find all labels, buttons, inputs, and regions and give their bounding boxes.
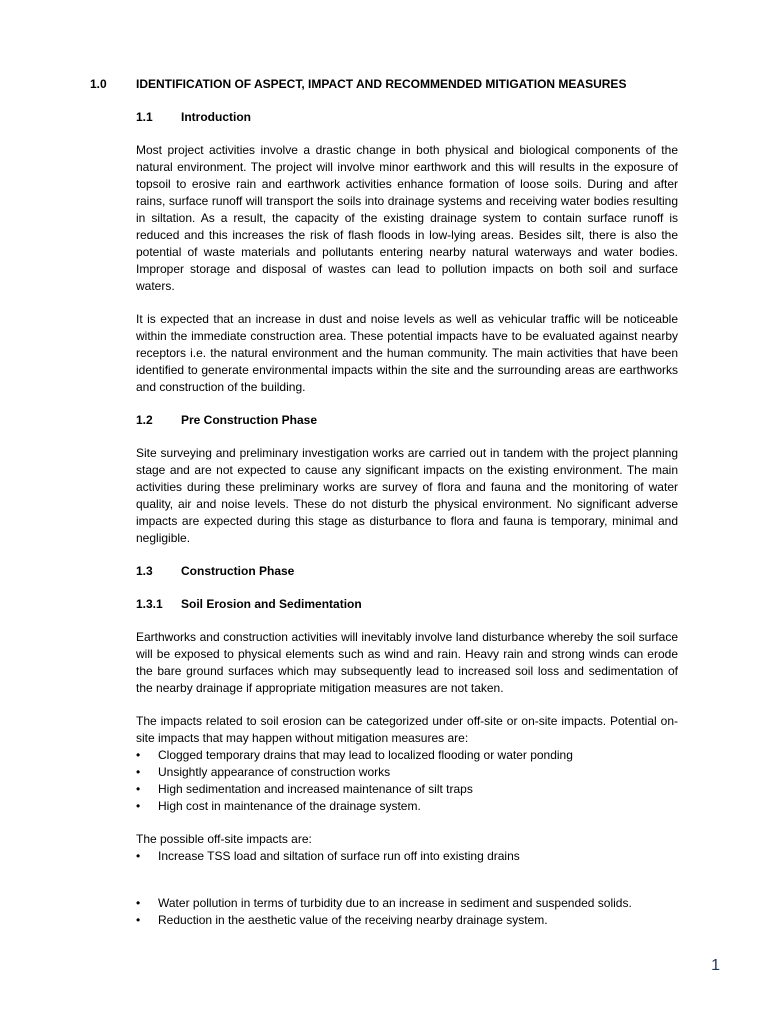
list-item-text: Reduction in the aesthetic value of the receiving nearby drainage system. <box>158 913 548 927</box>
intro-paragraph-2: It is expected that an increase in dust and noise levels as well as vehicular traffic will be noticeable within the immediate construction area. These potential impacts have to be evaluated against nearby receptors i.e. the natural environment and the human community. The main activities that have been identified to generate environmental impacts within the site and the surrounding areas are earthworks and construction of the building. <box>136 312 678 394</box>
soil-erosion-paragraph-2: The impacts related to soil erosion can be categorized under off-site or on-site impacts. Potential on-site impacts that may happen without mitigation measures are: <box>136 714 678 745</box>
list-item <box>136 747 678 764</box>
list-item-text: Increase TSS load and siltation of surface run off into existing drains <box>158 849 520 863</box>
section-title: Soil Erosion and Sedimentation <box>181 597 362 611</box>
section-number: 1.3.1 <box>136 597 163 611</box>
heading-1-number: 1.0 <box>90 77 107 91</box>
soil-erosion-paragraph-1: Earthworks and construction activities will inevitably involve land disturbance whereby the soil surface will be exposed to physical elements such as wind and rain. Heavy rain and strong winds can erode the bare ground surfaces which may subsequently lead to increased soil loss and sedimentation of the nearby drainage if appropriate mitigation measures are not taken. <box>136 630 678 695</box>
bullet: • <box>136 896 141 910</box>
list-item <box>136 848 678 865</box>
list-item-text: Clogged temporary drains that may lead to localized flooding or water ponding <box>158 748 573 762</box>
list-item-text: High cost in maintenance of the drainage system. <box>158 799 421 813</box>
list-item <box>136 781 678 798</box>
section-title: Introduction <box>181 110 251 124</box>
bullet: • <box>136 748 141 762</box>
list-item <box>136 798 678 815</box>
section-1-3-1-heading <box>136 596 678 613</box>
section-title: Pre Construction Phase <box>181 413 318 427</box>
bullet: • <box>136 849 141 863</box>
pre-construction-paragraph: Site surveying and preliminary investigation works are carried out in tandem with the project planning stage and are not expected to cause any significant impacts on the existing environment. The main activities during these preliminary works are survey of flora and fauna and the monitoring of water quality, air and noise levels. These do not disturb the physical environment. No significant adverse impacts are expected during this stage as disturbance to flora and fauna is temporary, minimal and negligible. <box>136 446 678 545</box>
section-title: Construction Phase <box>181 564 295 578</box>
bullet: • <box>136 913 141 927</box>
intro-paragraph-1: Most project activities involve a drastic change in both physical and biological components of the natural environment. The project will involve minor earthwork and this will results in the exposure of topsoil to erosive rain and earthwork activities enhance formation of loose soils. During and after rains, surface runoff will transport the soils into drainage systems and receiving water bodies resulting in siltation. As a result, the capacity of the existing drainage system to contain surface runoff is reduced and this increases the risk of flash floods in low-lying areas. Besides silt, there is also the potential of waste materials and pollutants entering nearby natural waterways and water bodies. Improper storage and disposal of wastes can lead to pollution impacts on both soil and surface waters. <box>136 143 678 293</box>
list-item-text: Unsightly appearance of construction works <box>158 765 391 779</box>
offsite-impacts-list-a <box>136 848 678 865</box>
offsite-intro: The possible off-site impacts are: <box>136 832 312 846</box>
bullet: • <box>136 765 141 779</box>
list-item <box>136 912 678 929</box>
document-body <box>90 76 678 945</box>
bullet: • <box>136 782 141 796</box>
list-item-text: High sedimentation and increased maintenance of silt traps <box>158 782 473 796</box>
onsite-impacts-list <box>136 747 678 815</box>
section-1-3-heading <box>136 563 678 580</box>
heading-1 <box>90 76 678 93</box>
section-number: 1.1 <box>136 110 153 124</box>
list-item-text: Water pollution in terms of turbidity due to an increase in sediment and suspended solids. <box>158 896 632 910</box>
section-1-1-heading <box>136 109 678 126</box>
list-item <box>136 895 678 912</box>
section-number: 1.3 <box>136 564 153 578</box>
offsite-impacts-list-b <box>136 895 678 929</box>
bullet: • <box>136 799 141 813</box>
section-number: 1.2 <box>136 413 153 427</box>
list-item <box>136 764 678 781</box>
page-number: 1 <box>711 957 720 974</box>
section-1-2-heading <box>136 412 678 429</box>
heading-1-title: IDENTIFICATION OF ASPECT, IMPACT AND RECOMMENDED MITIGATION MEASURES <box>136 77 627 91</box>
